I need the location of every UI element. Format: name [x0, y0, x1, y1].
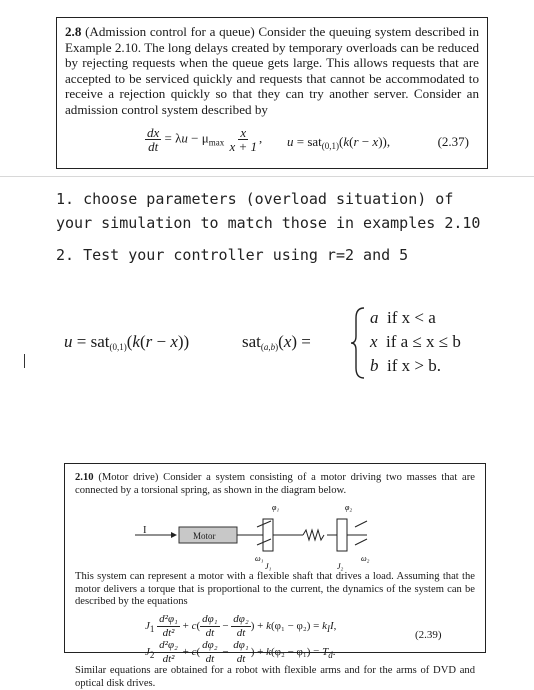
svg-text:φ₁: φ₁	[272, 503, 280, 513]
example-intro	[75, 472, 475, 497]
example-intro-text: Consider a system consisting of a motor driving two masses that are connected by a torsional spring, as shown in the diagram below.	[75, 472, 475, 496]
svg-text:φ₂: φ₂	[345, 503, 353, 513]
example-title: (Motor drive)	[98, 472, 159, 483]
equation-2-37: $\frac{dx}{dt}$ = $\lambda u - \mu_{max}$ $\frac{x}{x + 1}$ , u = sat$_{(0,1)}$(k(r − x)), (2.37)	[147, 124, 469, 154]
problem-text	[65, 24, 479, 118]
brace-icon	[350, 306, 366, 380]
motor-spring-diagram-icon	[75, 501, 475, 571]
saturation-definition: u = sat$_{(0,1)}$(k(r − x)) sat$_{(a,b)}$(x) = a if x < a x if a ≤ x ≤ b b if x > b.	[64, 300, 484, 386]
input-label: I	[143, 525, 147, 537]
text-cursor	[24, 354, 25, 368]
example-footer: Similar equations are obtained for a robot with flexible arms and for the arms of DVD and optical disk drives.	[75, 664, 475, 689]
equation-number-2-39: (2.39)	[415, 628, 442, 641]
svg-text:J₂: J₂	[337, 562, 344, 572]
svg-text:ω₁: ω₁	[255, 554, 264, 564]
problem-title: (Admission control for a queue)	[85, 24, 255, 39]
case-x: if a ≤ x ≤ b	[386, 332, 461, 351]
case-b: if x > b.	[387, 356, 441, 375]
example-2-10-box	[64, 463, 486, 689]
problem-number: 2.8	[65, 24, 82, 39]
problem-body: Consider the queuing system described in Example 2.10. The long delays created by temporary overloads can be reduced by rejecting requests when the queue gets large. This allows requests that are accepted to be serviced quickly and requests that cannot be accommodated to receive a rejection quickly so that they can try another server. Consider an admission control system described by	[65, 24, 479, 117]
problem-2-8-box	[56, 17, 488, 169]
svg-text:ω₂: ω₂	[361, 554, 370, 564]
case-a: if x < a	[387, 308, 436, 327]
example-number: 2.10	[75, 472, 94, 483]
svg-text:J₁: J₁	[265, 562, 272, 572]
example-description: This system can represent a motor with a flexible shaft that drives a load. Assuming that the motor delivers a torque that is proportional to the current, the dynamics of the system can be described by the equations	[75, 571, 475, 608]
equation-number: (2.37)	[437, 133, 469, 149]
task-1: 1. choose parameters (overload situation) of your simulation to match those in examples 2.10	[56, 190, 481, 232]
section-divider	[0, 176, 534, 177]
motor-label: Motor	[193, 531, 216, 542]
equation-2-39: $J_1$ $\frac{\text{d²φ₁}}{\text{dt²}}$ + c( $\frac{\text{dφ₁}}{dt}$ − $\frac{\text{dφ₂}}{dt}$ ) + $k(\varphi_1 - \varphi_2) = k_II$, $J_2$ $\frac{\text{d²φ₂}}{\text{dt²}}$ + c( $\frac{\text{dφ₂}}{dt}$ − $\frac{\text{dφ₁}}{dt}$ ) + $k(\varphi_2 - \varphi_1) = T_d$. (2.39)	[145, 612, 442, 665]
task-2: 2. Test your controller using r=2 and 5	[56, 246, 409, 264]
motor-diagram	[75, 501, 475, 571]
